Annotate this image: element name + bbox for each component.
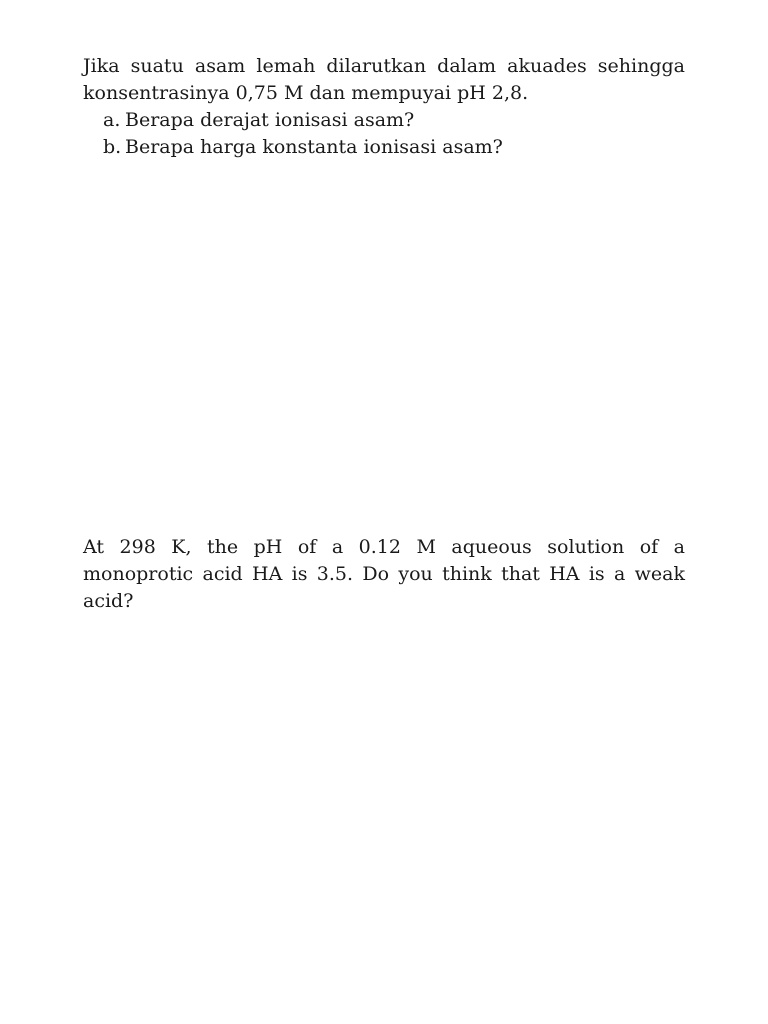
question-2-text: At 298 K, the pH of a 0.12 M aqueous solution of a monoprotic acid HA is 3.5. Do you think that HA is a weak acid? [83,536,685,612]
sub-question-a-text: Berapa derajat ionisasi asam? [125,109,415,131]
question-1-text: Jika suatu asam lemah dilarutkan dalam akuades sehingga konsentrasinya 0,75 M dan mempuyai pH 2,8. [83,55,685,104]
sub-question-b-marker: b. [103,136,122,158]
question-indonesian [83,53,685,161]
sub-question-b-text: Berapa harga konstanta ionisasi asam? [125,136,503,158]
question-english [83,534,685,615]
sub-question-a [103,107,685,134]
sub-question-b [103,134,685,161]
question-1-sub-questions [83,107,685,161]
sub-question-a-marker: a. [103,109,121,131]
